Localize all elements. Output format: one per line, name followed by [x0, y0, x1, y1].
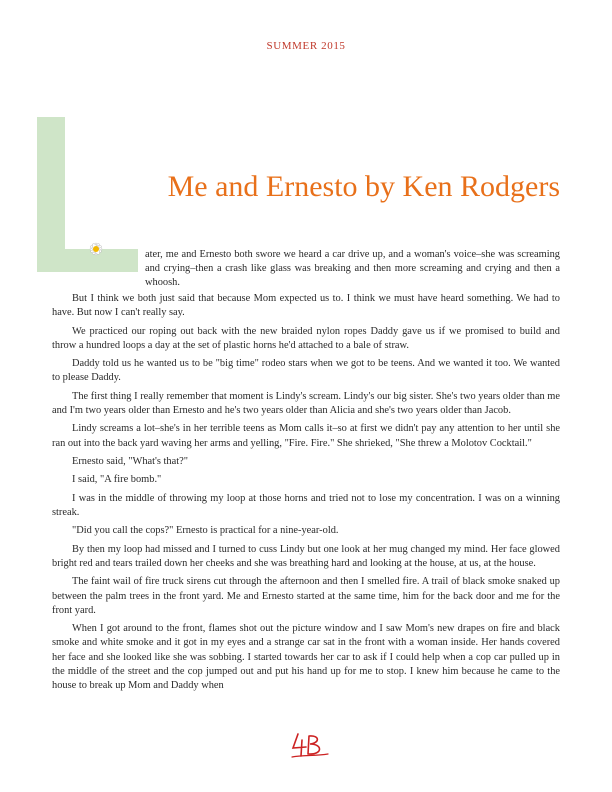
- article-intro: ater, me and Ernesto both swore we heard a car drive up, and a woman's voice–she was screaming and crying–then a crash like glass was breaking and then more screaming and crying and then a whoosh.: [145, 249, 560, 289]
- article-body: [52, 292, 560, 697]
- paragraph: I said, "A fire bomb.": [72, 474, 162, 486]
- paragraph: "Did you call the cops?" Ernesto is practical for a nine-year-old.: [72, 525, 339, 537]
- paragraph: When I got around to the front, flames shot out the picture window and I saw Mom's new drapes on fire and black smoke and white smoke and it got in my eyes and a strange car sat in the front with a woman inside. Her hands covered her face and she looked like she was sobbing. I started towards her car to ask if I could help when a cop car pulled up in the middle of the street and the cop jumped out and put his hand up for me to stop. I knew him because he came to the house to break up Mom and Daddy when: [52, 623, 560, 691]
- paragraph: But I think we both just said that because Mom expected us to. I think we must have heard something. We had to have. But now I can't really say.: [52, 293, 560, 319]
- paragraph: I was in the middle of throwing my loop at those horns and tried not to lose my concentration. I was on a winning streak.: [52, 492, 560, 518]
- paragraph: Ernesto said, "What's that?": [72, 455, 188, 467]
- article-title: Me and Ernesto by Ken Rodgers: [167, 170, 560, 203]
- paragraph: By then my loop had missed and I turned to cuss Lindy but one look at her mug changed my mind. Her face glowed bright red and tears trailed down her cheeks and she was breathing hard and looking at the house, at us, at the house.: [52, 543, 560, 569]
- daisy-icon: [85, 238, 107, 260]
- paragraph: Lindy screams a lot–she's in her terrible teens as Mom calls it–so at first we didn't pay any attention to her until she ran out into the back yard waving her arms and yelling, "Fire. Fire." She shrieked, "She threw a Molotov Cocktail.": [52, 423, 560, 449]
- paragraph: We practiced our roping out back with the new braided nylon ropes Daddy gave us if we promised to build and throw a hundred loops a day at the set of plastic horns he'd attached to a bale of straw.: [52, 325, 560, 351]
- paragraph: Daddy told us he wanted us to be "big time" rodeo stars when we got to be teens. And we wanted it too. We wanted to please Daddy.: [52, 358, 560, 384]
- paragraph: The faint wail of fire truck sirens cut through the afternoon and then I smelled fire. A trail of black smoke snaked up between the palm trees in the front yard. Me and Ernesto started at the same time, him for the back door and me for the front yard.: [52, 576, 560, 616]
- paragraph: The first thing I really remember that moment is Lindy's scream. Lindy's our big sister. She's two years older than me and I'm two years older than Ernesto and he's two years older than Alicia and she's two years older than Jacob.: [52, 390, 560, 416]
- issue-header: SUMMER 2015: [266, 40, 346, 52]
- signature-logo: [290, 730, 330, 760]
